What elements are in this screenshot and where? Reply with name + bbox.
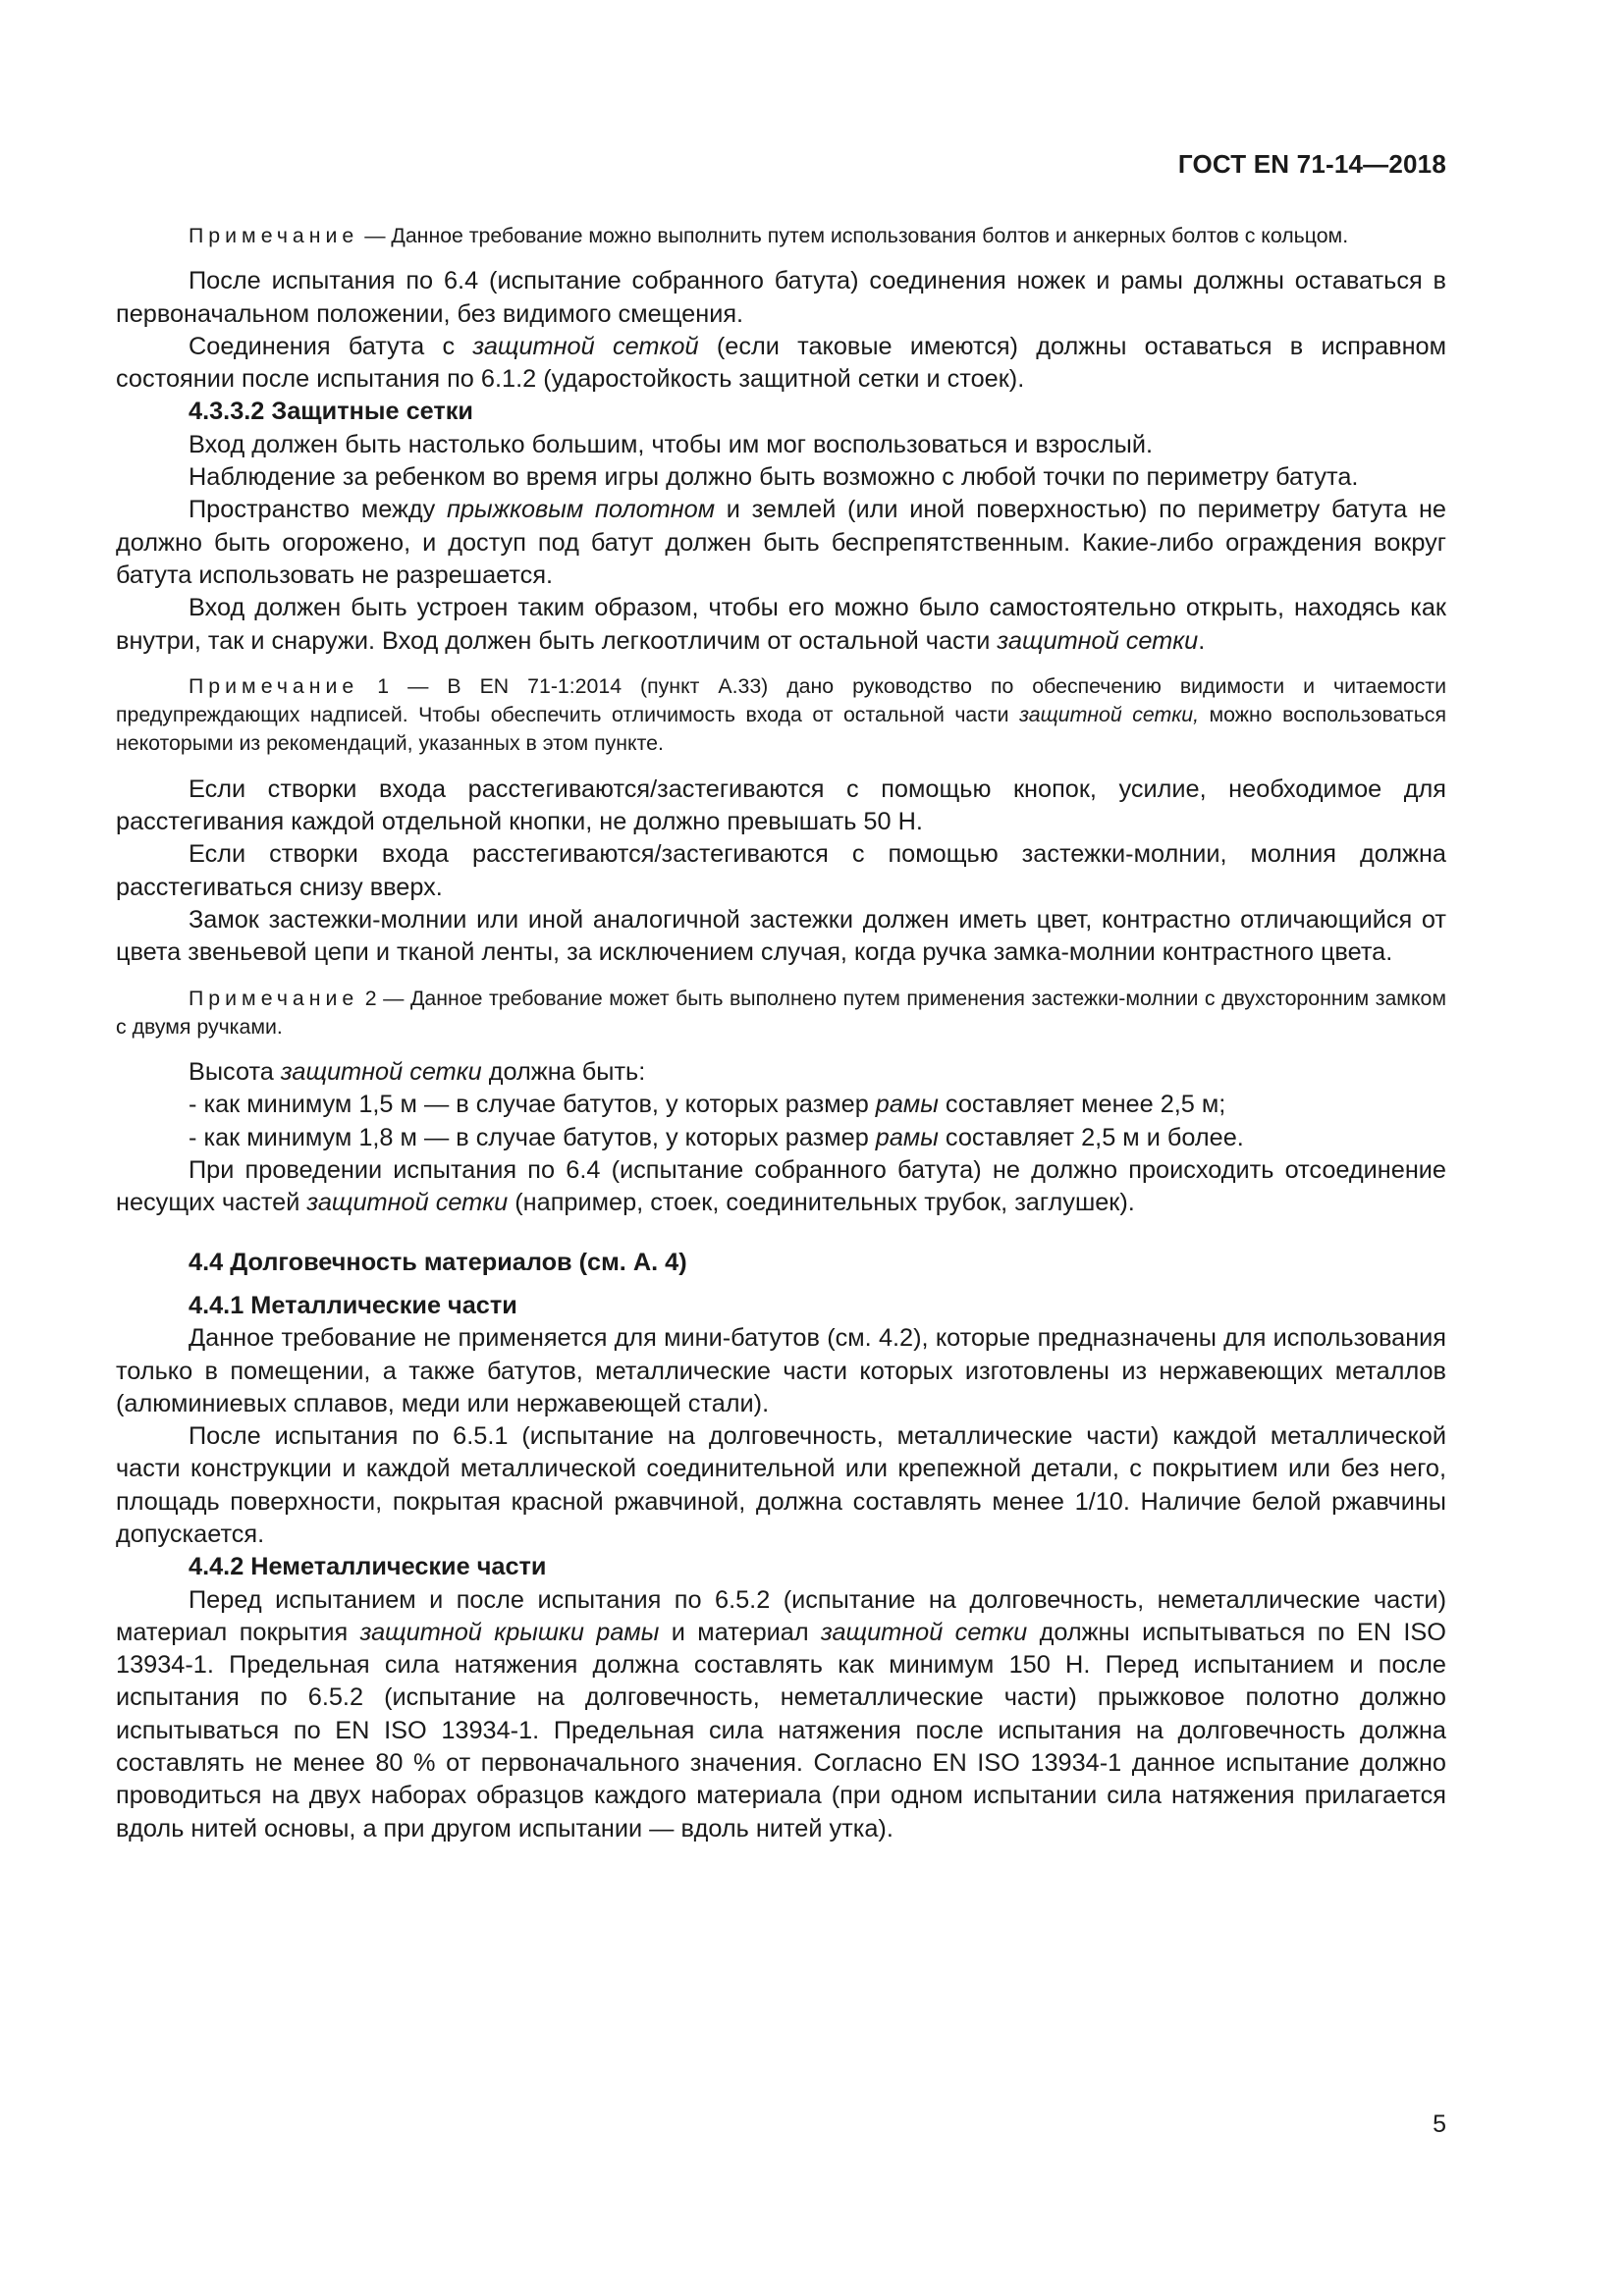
text-run: Пространство между — [189, 496, 448, 524]
italic-term: защитной сетки — [280, 1058, 482, 1087]
text-run: Высота — [189, 1058, 281, 1087]
italic-term: рамы — [875, 1091, 939, 1119]
list-item — [116, 1089, 1446, 1121]
section-heading-4-4-1: 4.4.1 Металлические части — [189, 1291, 517, 1319]
text-run: и землей (или иной поверхностью) по периметру батута не должно быть огорожено, и доступ под батут должен быть беспрепятственным. Какие-либо ограждения вокруг батута использовать не разрешается. — [116, 496, 1446, 589]
note-paragraph — [116, 222, 1446, 250]
body-paragraph: Данное требование не применяется для мини-батутов (см. 4.2), которые предназначены для использования только в помещении, а также батутов, металлические части которых изготовлены из нержавеющих металлов (алюминиевых сплавов, меди или нержавеющей стали). — [116, 1324, 1446, 1417]
text-run: составляет менее 2,5 м; — [938, 1091, 1226, 1119]
note-label: Примечание — [189, 224, 359, 247]
italic-term: прыжковым полотном — [447, 496, 716, 524]
text-run: - как минимум 1,5 м — в случае батутов, у которых размер — [189, 1091, 876, 1119]
text-run: и материал — [659, 1618, 822, 1646]
body-paragraph: Наблюдение за ребенком во время игры должно быть возможно с любой точки по периметру батута. — [189, 463, 1359, 492]
note-paragraph — [116, 672, 1446, 759]
note-text: — Данное требование можно выполнить путем использования болтов и анкерных болтов с кольцом. — [358, 224, 1349, 247]
text-run: . — [1198, 626, 1206, 655]
text-run: можно воспользоваться некоторыми из рекомендаций, указанных в этом пункте. — [116, 703, 1446, 756]
body-paragraph — [116, 1056, 1446, 1089]
text-run: - как минимум 1,8 м — в случае батутов, у которых размер — [189, 1123, 876, 1151]
body-paragraph — [116, 494, 1446, 592]
note-paragraph — [116, 985, 1446, 1042]
section-heading-4-3-3-2: 4.3.3.2 Защитные сетки — [189, 398, 473, 426]
page-number: 5 — [1433, 2110, 1446, 2138]
note-text: 2 — Данное требование может быть выполнено путем применения застежки-молнии с двухсторонним замком с двумя ручками. — [116, 986, 1446, 1039]
document-code: ГОСТ EN 71-14—2018 — [1177, 149, 1446, 179]
italic-term: защитной сетки — [306, 1189, 509, 1217]
italic-term: защитной сетки — [997, 626, 1199, 655]
italic-term: рамы — [875, 1123, 939, 1151]
body-paragraph: Если створки входа расстегиваются/застегиваются с помощью застежки-молнии, молния должна расстегиваться снизу вверх. — [116, 840, 1446, 901]
body-paragraph — [116, 1584, 1446, 1845]
list-item — [116, 1122, 1446, 1154]
text-run: Соединения батута с — [189, 332, 473, 360]
text-run: 1 — В EN 71-1:2014 (пункт А.33) дано руководство по обеспечению видимости и читаемости предупреждающих надписей. Чтобы обеспечить отличимость входа от остальной части — [116, 673, 1446, 727]
body-paragraph: После испытания по 6.5.1 (испытание на долговечность, металлические части) каждой металлической части конструкции и каждой металлической соединительной или крепежной детали, с покрытием или без него, площадь поверхности, покрытая красной ржавчиной, должна составлять менее 1/10. Наличие белой ржавчины допускается. — [116, 1422, 1446, 1548]
text-run: должны испытываться по EN ISO 13934-1. Предельная сила натяжения должна составлять как минимум 150 Н. Перед испытанием и после испытания по 6.5.2 (испытание на долговечность, неметаллические части) прыжковое полотно должно испытываться по EN ISO 13934-1. Предельная сила натяжения после испытания на долговечность должна составлять не менее 80 % от первоначального значения. Согласно EN ISO 13934-1 данное испытание должно проводиться на двух наборах образцов каждого материала (при одном испытании сила натяжения прилагается вдоль нитей основы, а при другом испытании — вдоль нитей утка). — [116, 1618, 1446, 1842]
note-label: Примечание — [189, 986, 359, 1010]
body-paragraph: После испытания по 6.4 (испытание собранного батута) соединения ножек и рамы должны оставаться в первоначальном положении, без видимого смещения. — [116, 267, 1446, 328]
text-run: (например, стоек, соединительных трубок, заглушек). — [508, 1189, 1135, 1217]
body-paragraph: Вход должен быть настолько большим, чтобы им мог воспользоваться и взрослый. — [189, 430, 1153, 458]
italic-term: защитной крышки рамы — [359, 1618, 660, 1646]
section-heading-4-4-2: 4.4.2 Неметаллические части — [189, 1553, 547, 1581]
text-run: Перед испытанием и после испытания по 6.5.2 (испытание на долговечность, неметаллические части) материал покрытия — [116, 1585, 1446, 1646]
body-paragraph: Замок застежки-молнии или иной аналогичной застежки должен иметь цвет, контрастно отличающийся от цвета звеньевой цепи и тканой ленты, за исключением случая, когда ручка замка-молнии контрастного цвета. — [116, 905, 1446, 967]
text-run: составляет 2,5 м и более. — [938, 1123, 1244, 1151]
body-paragraph — [116, 1154, 1446, 1220]
body-paragraph: Если створки входа расстегиваются/застегиваются с помощью кнопок, усилие, необходимое для расстегивания каждой отдельной кнопки, не должно превышать 50 Н. — [116, 774, 1446, 836]
note-label: Примечание — [189, 673, 359, 698]
italic-term: защитной сетки, — [1019, 703, 1200, 727]
page-content — [116, 222, 1446, 1845]
text-run: (если таковые имеются) должны оставаться в исправном состоянии после испытания по 6.1.2 (ударостойкость защитной сетки и стоек). — [116, 332, 1447, 394]
body-paragraph — [116, 331, 1446, 397]
text-run: При проведении испытания по 6.4 (испытание собранного батута) не должно происходить отсоединение несущих частей — [116, 1156, 1446, 1217]
italic-term: защитной сетки — [821, 1618, 1028, 1646]
section-heading-4-4: 4.4 Долговечность материалов (см. А. 4) — [189, 1248, 687, 1276]
italic-term: защитной сеткой — [472, 332, 699, 360]
body-paragraph — [116, 592, 1446, 658]
text-run: Вход должен быть устроен таким образом, чтобы его можно было самостоятельно открыть, находясь как внутри, так и снаружи. Вход должен быть легкоотличим от остальной части — [116, 594, 1446, 655]
text-run: должна быть: — [481, 1058, 646, 1087]
